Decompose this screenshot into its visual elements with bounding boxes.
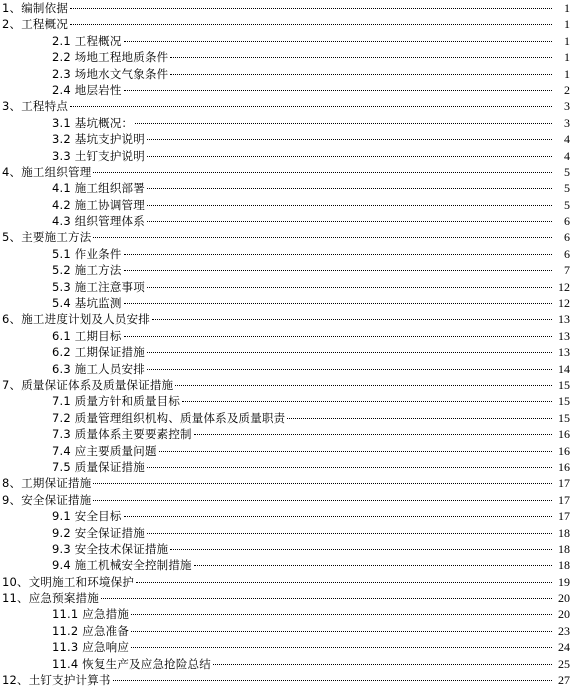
toc-entry-title: 1、编制依据: [2, 1, 69, 15]
toc-entry-page-number: 13: [558, 328, 570, 343]
toc-entry-page-number: 20: [558, 591, 570, 606]
toc-entry-title: 3、工程特点: [2, 99, 69, 114]
toc-entry-title: 7.1 质量方针和质量目标: [52, 394, 181, 409]
toc-entry-page-number: 1: [564, 33, 570, 48]
toc-entry-page-number: 15: [558, 377, 570, 392]
dot-leader: [170, 74, 552, 75]
toc-entry-title: 12、土钉支护计算书: [2, 673, 111, 688]
toc-entry-page-number: 3: [564, 99, 570, 114]
toc-entry-title: 11、应急预案措施: [2, 591, 99, 606]
toc-entry-title: 5、主要施工方法: [2, 230, 92, 245]
toc-entry-title: 5.3 施工注意事项: [52, 279, 145, 294]
toc-entry-section[interactable]: [0, 295, 574, 311]
toc-entry-section[interactable]: [0, 262, 574, 278]
toc-entry-section[interactable]: [0, 115, 574, 131]
dot-leader: [124, 90, 552, 91]
toc-entry-chapter[interactable]: [0, 574, 574, 590]
dot-leader: [147, 156, 552, 157]
dot-leader: [194, 565, 552, 566]
dot-leader: [194, 434, 552, 435]
toc-entry-page-number: 13: [558, 312, 570, 327]
dot-leader: [170, 549, 552, 550]
toc-entry-page-number: 1: [564, 66, 570, 81]
toc-entry-chapter[interactable]: [0, 672, 574, 688]
toc-entry-page-number: 18: [558, 558, 570, 573]
toc-entry-title: 4、施工组织管理: [2, 164, 92, 179]
toc-entry-page-number: 17: [558, 492, 570, 507]
toc-entry-page-number: 15: [558, 410, 570, 425]
toc-entry-section[interactable]: [0, 82, 574, 98]
toc-entry-section[interactable]: [0, 459, 574, 475]
dot-leader: [124, 254, 552, 255]
toc-entry-title: 5.4 基坑监测: [52, 296, 122, 311]
toc-entry-chapter[interactable]: [0, 164, 574, 180]
toc-entry-chapter[interactable]: [0, 16, 574, 32]
toc-entry-page-number: 14: [558, 361, 570, 376]
toc-entry-title: 9.2 安全保证措施: [52, 525, 145, 540]
toc-entry-title: 2.3 场地水文气象条件: [52, 66, 169, 81]
toc-entry-page-number: 16: [558, 459, 570, 474]
toc-entry-title: 4.3 组织管理体系: [52, 214, 145, 229]
dot-leader: [70, 8, 552, 9]
toc-entry-section[interactable]: [0, 180, 574, 196]
toc-entry-section[interactable]: [0, 557, 574, 573]
toc-entry-section[interactable]: [0, 410, 574, 426]
toc-entry-section[interactable]: [0, 131, 574, 147]
toc-entry-page-number: 16: [558, 443, 570, 458]
toc-entry-chapter[interactable]: [0, 475, 574, 491]
toc-entry-section[interactable]: [0, 197, 574, 213]
toc-entry-section[interactable]: [0, 525, 574, 541]
toc-entry-title: 2、工程概况: [2, 17, 69, 32]
toc-entry-section[interactable]: [0, 344, 574, 360]
toc-entry-chapter[interactable]: [0, 492, 574, 508]
toc-entry-page-number: 4: [564, 132, 570, 147]
dot-leader: [159, 451, 552, 452]
toc-entry-page-number: 17: [558, 509, 570, 524]
toc-entry-page-number: 1: [564, 50, 570, 65]
toc-entry-section[interactable]: [0, 623, 574, 639]
dot-leader: [124, 41, 552, 42]
dot-leader: [147, 139, 552, 140]
dot-leader: [93, 237, 552, 238]
toc-entry-title: 11.2 应急准备: [52, 623, 130, 638]
toc-entry-chapter[interactable]: [0, 98, 574, 114]
dot-leader: [147, 205, 552, 206]
toc-entry-title: 6、施工进度计划及人员安排: [2, 312, 150, 327]
toc-entry-title: 6.2 工期保证措施: [52, 345, 145, 360]
toc-entry-section[interactable]: [0, 639, 574, 655]
toc-entry-page-number: 17: [558, 476, 570, 491]
dot-leader: [182, 401, 552, 402]
dot-leader: [135, 123, 552, 124]
toc-entry-page-number: 18: [558, 541, 570, 556]
toc-entry-page-number: 5: [564, 164, 570, 179]
toc-entry-section[interactable]: [0, 66, 574, 82]
dot-leader: [131, 614, 552, 615]
dot-leader: [147, 221, 552, 222]
dot-leader: [70, 106, 552, 107]
toc-entry-page-number: 6: [564, 214, 570, 229]
toc-entry-title: 7、质量保证体系及质量保证措施: [2, 377, 174, 392]
toc-entry-chapter[interactable]: [0, 0, 574, 16]
toc-entry-page-number: 19: [558, 574, 570, 589]
toc-entry-title: 4.1 施工组织部署: [52, 181, 145, 196]
toc-entry-title: 9.1 安全目标: [52, 509, 122, 524]
toc-entry-title: 2.4 地层岩性: [52, 82, 122, 97]
toc-entry-page-number: 12: [558, 296, 570, 311]
dot-leader: [136, 582, 552, 583]
toc-entry-title: 9.3 安全技术保证措施: [52, 541, 169, 556]
toc-entry-title: 8、工期保证措施: [2, 476, 92, 491]
toc-entry-page-number: 2: [564, 82, 570, 97]
toc-entry-title: 9.4 施工机械安全控制措施: [52, 558, 192, 573]
toc-entry-page-number: 1: [564, 17, 570, 32]
dot-leader: [147, 188, 552, 189]
toc-entry-section[interactable]: [0, 148, 574, 164]
dot-leader: [147, 533, 552, 534]
toc-entry-title: 2.2 场地工程地质条件: [52, 50, 169, 65]
toc-entry-page-number: 20: [558, 607, 570, 622]
toc-entry-page-number: 6: [564, 230, 570, 245]
toc-entry-section[interactable]: [0, 443, 574, 459]
toc-entry-page-number: 7: [564, 263, 570, 278]
dot-leader: [93, 500, 552, 501]
dot-leader: [70, 24, 552, 25]
dot-leader: [147, 369, 552, 370]
toc-entry-page-number: 13: [558, 345, 570, 360]
toc-entry-title: 6.3 施工人员安排: [52, 361, 145, 376]
toc-entry-title: 5.2 施工方法: [52, 263, 122, 278]
dot-leader: [147, 352, 552, 353]
toc-entry-title: 3.1 基坑概况：: [52, 115, 134, 130]
toc-entry-page-number: 3: [564, 115, 570, 130]
toc-entry-title: 9、安全保证措施: [2, 492, 92, 507]
toc-entry-page-number: 12: [558, 279, 570, 294]
toc-entry-title: 7.5 质量保证措施: [52, 459, 145, 474]
toc-entry-page-number: 23: [558, 623, 570, 638]
dot-leader: [93, 483, 552, 484]
toc-entry-section[interactable]: [0, 246, 574, 262]
dot-leader: [131, 647, 552, 648]
dot-leader: [124, 516, 552, 517]
toc-entry-title: 3.3 土钉支护说明: [52, 148, 145, 163]
toc-entry-section[interactable]: [0, 213, 574, 229]
toc-entry-chapter[interactable]: [0, 311, 574, 327]
toc-entry-section[interactable]: [0, 393, 574, 409]
dot-leader: [287, 418, 552, 419]
dot-leader: [124, 336, 552, 337]
toc-entry-title: 7.2 质量管理组织机构、质量体系及质量职责: [52, 410, 286, 425]
toc-entry-page-number: 25: [558, 656, 570, 671]
toc-entry-chapter[interactable]: [0, 590, 574, 606]
toc-entry-page-number: 1: [564, 1, 570, 15]
toc-entry-page-number: 27: [558, 673, 570, 688]
toc-entry-chapter[interactable]: [0, 377, 574, 393]
dot-leader: [131, 631, 552, 632]
toc-entry-section[interactable]: [0, 541, 574, 557]
dot-leader: [93, 172, 552, 173]
toc-entry-section[interactable]: [0, 33, 574, 49]
toc-entry-title: 7.3 质量体系主要要素控制: [52, 427, 192, 442]
dot-leader: [147, 467, 552, 468]
toc-entry-section[interactable]: [0, 328, 574, 344]
toc-entry-page-number: 4: [564, 148, 570, 163]
dot-leader: [170, 57, 552, 58]
toc-entry-section[interactable]: [0, 49, 574, 65]
toc-entry-page-number: 6: [564, 246, 570, 261]
toc-entry-section[interactable]: [0, 656, 574, 672]
toc-entry-section[interactable]: [0, 606, 574, 622]
toc-entry-section[interactable]: [0, 279, 574, 295]
toc-entry-title: 2.1 工程概况: [52, 33, 122, 48]
dot-leader: [113, 680, 552, 681]
toc-entry-title: 5.1 作业条件: [52, 246, 122, 261]
toc-entry-title: 11.4 恢复生产及应急抢险总结: [52, 656, 211, 671]
toc-entry-page-number: 5: [564, 197, 570, 212]
toc-entry-page-number: 18: [558, 525, 570, 540]
toc-entry-section[interactable]: [0, 361, 574, 377]
dot-leader: [124, 303, 552, 304]
toc-entry-page-number: 5: [564, 181, 570, 196]
toc-entry-chapter[interactable]: [0, 229, 574, 245]
dot-leader: [175, 385, 552, 386]
toc-entry-title: 6.1 工期目标: [52, 328, 122, 343]
toc-entry-section[interactable]: [0, 508, 574, 524]
dot-leader: [124, 270, 552, 271]
toc-entry-page-number: 24: [558, 640, 570, 655]
toc-entry-title: 7.4 应主要质量问题: [52, 443, 157, 458]
toc-entry-title: 11.1 应急措施: [52, 607, 130, 622]
toc-entry-section[interactable]: [0, 426, 574, 442]
dot-leader: [213, 664, 552, 665]
toc-entry-page-number: 16: [558, 427, 570, 442]
dot-leader: [101, 598, 552, 599]
toc-entry-title: 3.2 基坑支护说明: [52, 132, 145, 147]
toc-entry-title: 11.3 应急响应: [52, 640, 130, 655]
dot-leader: [152, 319, 552, 320]
toc-entry-title: 4.2 施工协调管理: [52, 197, 145, 212]
toc-entry-page-number: 15: [558, 394, 570, 409]
dot-leader: [147, 287, 552, 288]
toc-entry-title: 10、文明施工和环境保护: [2, 574, 135, 589]
